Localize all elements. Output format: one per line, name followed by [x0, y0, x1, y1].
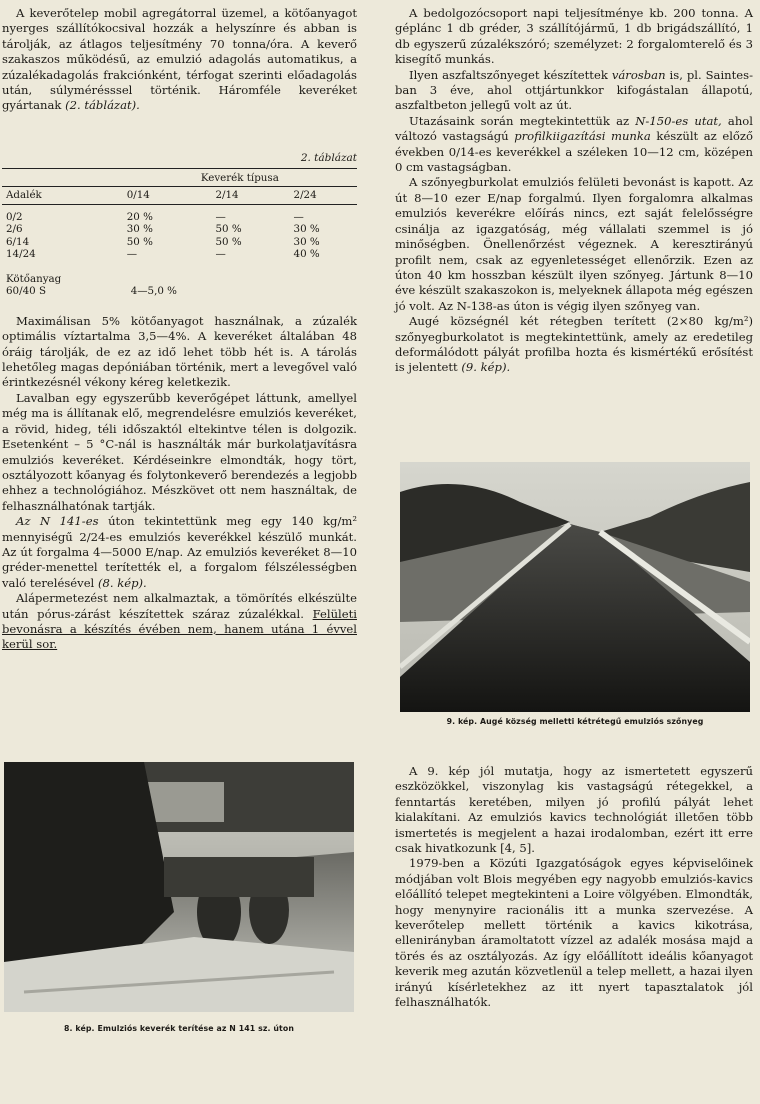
paragraph: Ilyen aszfaltszőnyeget készítettek városban is, pl. Saintes-ban 3 éve, ahol ottjártunkkor kifogástalan állapotú, aszfaltbeton jellegű volt az út. — [395, 67, 754, 113]
table-cell: 50 % — [126, 235, 153, 248]
table-cell: 50 % — [215, 235, 242, 248]
binder-value: 4—5,0 % — [130, 285, 177, 298]
figure-reference: (9. kép). — [461, 360, 511, 375]
road-photo — [400, 462, 750, 712]
table-group-header-row — [2, 168, 357, 187]
table-cell: 30 % — [293, 223, 320, 236]
table-cell: — — [126, 248, 137, 261]
column-header: 2/14 — [211, 187, 289, 205]
photo-9 — [400, 462, 750, 712]
paragraph: Az N 141-es úton tekintettünk meg egy 140 kg/m² mennyiségű 2/24-es emulziós keverékkel készülő munkát. Az út forgalma 4—5000 E/nap. Az emulziós keveréket 8—10 gréder-menettel terítették el, a forgalom félszélességben való terelésével (8. kép). — [2, 514, 358, 590]
paragraph: A bedolgozócsoport napi teljesítménye kb. 200 tonna. A géplánc 1 db gréder, 3 szállítójármű, 1 db brigádszállító, 1 db egyszerű zúzalékszóró; személyzet: 2 forgalomterelő és 3 kisegítő munkás. — [395, 6, 753, 67]
table-cell: 30 % — [293, 235, 320, 248]
paragraph: Maximálisan 5% kötőanyagot használnak, a zúzalék optimális víztartalma 3,5—4%. A keveréket általában 48 óráig tárolják, de ez az idő lehet több hét is. A tárolás lehetőleg magas depóniában történik, mert a levegővel való érintkezésnél vékony kéreg keletkezik. — [2, 313, 357, 390]
table-cell: — — [293, 210, 304, 223]
paragraph: 1979-ben a Közúti Igazgatóságok egyes képviselőinek módjában volt Blois megyében egy nagyobb emulziós-kavics előállító telepet megtekinteni a Loire völgyében. Elmondták, hogy menynyire racionális itt a munka szervezése. A keverőtelep mellett történik a kavics kikotrása, ellenirányban áramoltatott vízzel az adalék mosása majd a törés és az osztályozás. Az így előállított ideális kőanyagot keverik meg azután közvetlenül a telep mellett, a hazai ilyen irányú kísérletekhez az itt nyert tapasztalatok jól felhasználhatók. — [395, 856, 753, 1010]
paragraph: A szőnyegburkolat emulziós felületi bevonást is kapott. Az út 8—10 ezer E/nap forgalmú. Ilyen forgalomra alkalmas emulziós keverékre előírás nincs, ezt saját felelősségre csinálja az igazgatóság, még vállalati szemmel is jó minőségben. Önellenőrzést végeznek. A keresztirányú profilt nem, csak az egyenletességet ellenőrzik. Ezen az úton 40 km hosszban készült ilyen szőnyeg. Jártunk 8—10 éve készült szakaszokon is, melyeknek állapota még egészen jó volt. Az N-138-as úton is végig ilyen szőnyeg van. — [395, 175, 753, 313]
road-name: N-150-es utat, — [635, 113, 722, 128]
spreading-machine-photo — [4, 762, 354, 1012]
table-row — [2, 236, 357, 249]
table-cell: — — [215, 210, 226, 223]
table-row — [2, 248, 357, 261]
paragraph: A keverőtelep mobil agregátorral üzemel, a kötőanyagot nyerges szállítókocsival hozzák a helyszínre és abban is tárolják, az átlagos teljesítmény 70 tonna/óra. A keverő szakaszos működésű, az emulzió adagolás automatikus, a zúzalékadagolás frakciónként, térfogat szerinti előadagolás után, súlymérésssel történik. Háromféle keveréket gyártanak (2. táblázat). — [2, 6, 357, 113]
paragraph: Alápermetezést nem alkalmaztak, a tömörítés elkészülte után pórus-zárást készítettek száraz zúzalékkal. Felületi bevonásra a készítés évében nem, hanem utána 1 évvel kerül sor. — [2, 591, 357, 652]
table-reference: (2. táblázat). — [65, 98, 140, 113]
column-header: 0/14 — [123, 187, 212, 205]
table-row — [2, 211, 357, 224]
table-cell: 30 % — [126, 223, 153, 236]
binder-type: 60/40 S — [6, 285, 47, 298]
underlined-sentence: Felületi bevonásra a készítés évében nem, hanem utána 1 évvel kerül sor. — [2, 606, 357, 652]
table-cell: 0/2 — [6, 210, 23, 223]
emphasis: városban — [611, 67, 666, 82]
left-column — [2, 0, 357, 653]
table-cell: 6/14 — [6, 235, 30, 248]
group-header: Keverék típusa — [123, 168, 357, 187]
emphasis: profilkiigazítási munka — [514, 129, 651, 144]
table-row — [2, 223, 357, 236]
right-column — [395, 0, 753, 376]
table-caption: 2. táblázat — [300, 151, 357, 164]
column-header: 2/24 — [290, 187, 357, 205]
photo-8-caption: 8. kép. Emulziós keverék terítése az N 141 sz. úton — [64, 1024, 294, 1033]
paragraph: Augé községnél két rétegben terített (2×80 kg/m²) szőnyegburkolatot is megtekintettünk, amely az eredetileg deformálódott pályát profilba hozta és kismértékű erősítést is jelentett (9. kép). — [395, 314, 753, 375]
right-column-lower — [395, 764, 753, 1011]
photo-8 — [4, 762, 354, 1012]
table-cell: 14/24 — [6, 248, 36, 261]
photo-9-caption: 9. kép. Augé község melletti kétrétegű emulziós szőnyeg — [446, 717, 704, 726]
table-header-row — [2, 187, 357, 205]
table-cell: 50 % — [215, 223, 242, 236]
table-cell: 40 % — [293, 248, 320, 261]
binder-label: Kötőanyag — [6, 272, 62, 285]
table-cell: 2/6 — [6, 223, 23, 236]
mixture-table — [2, 168, 357, 298]
road-name: Az N 141-es — [16, 514, 99, 529]
column-header: Adalék — [2, 187, 123, 205]
paragraph: Utazásaink során megtekintettük az N-150-es utat, ahol változó vastagságú profilkiigazítási munka készült az előző években 0/14-es keverékkel a széleken 10—12 cm, középen 0 cm vastagságban. — [395, 113, 753, 175]
figure-reference: (8. kép). — [97, 575, 147, 590]
table-cell: — — [215, 248, 226, 261]
table-row — [2, 285, 357, 298]
paragraph: Lavalban egy egyszerűbb keverőgépet láttunk, amellyel még ma is állítanak elő, megrendelésre emulziós keveréket, a rövid, hideg, téli időszaktól eltekintve télen is dolgozik. Esetenként – 5 °C-nál is használták már burkolatjavításra emulziós keveréket. Kérdéseinkre elmondták, hogy tört, osztályozott kőanyag és folytonkeverő berendezés a legjobb ehhez a technológiához. Mészkövet ott nem használtak, de felhasználhatónak tartják. — [2, 390, 357, 513]
paragraph: A 9. kép jól mutatja, hogy az ismertetett egyszerű eszközökkel, viszonylag kis vastagságú rétegekkel, a fenntartás keretében, milyen jó profilú pályát lehet kialakítani. Az emulziós kavics technológiát illetően több ismertetés is megjelent a hazai irodalomban, ezért itt erre csak hivatkozunk [4, 5]. — [395, 764, 753, 856]
table-row — [2, 273, 357, 286]
table-cell: 20 % — [126, 210, 153, 223]
